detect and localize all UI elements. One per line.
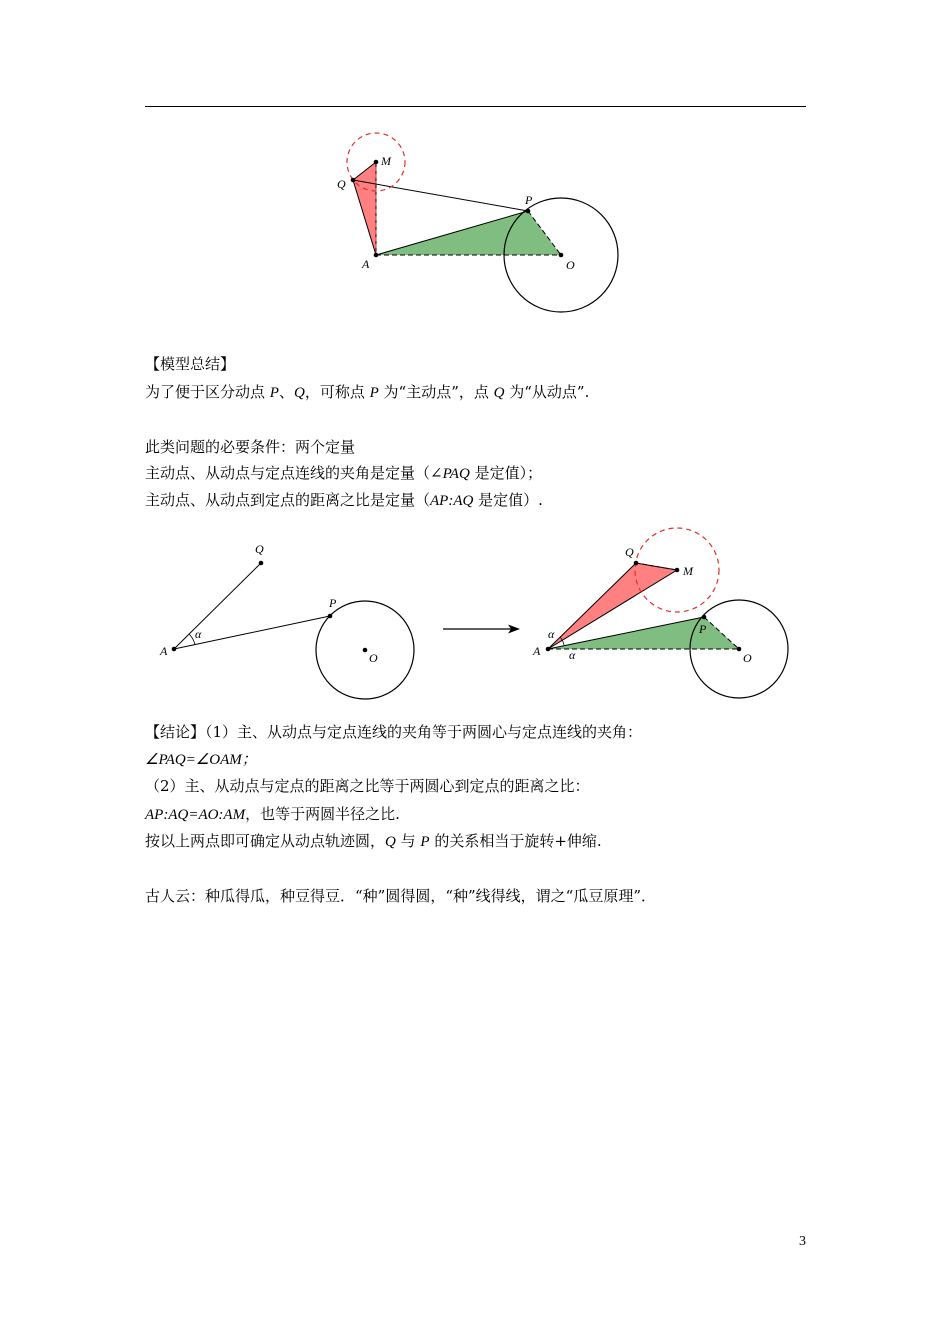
svg-text:α: α xyxy=(195,627,202,641)
conclusion-line-2: ∠PAQ=∠OAM； xyxy=(145,752,257,768)
label-Q: Q xyxy=(337,177,346,191)
red-triangle-AQM xyxy=(353,162,376,255)
label-M: M xyxy=(381,154,391,168)
arrow-right xyxy=(443,625,520,634)
svg-text:M: M xyxy=(683,564,693,578)
conclusion-line-5: 按以上两点即可确定从动点轨迹圆，Q 与 P 的关系相当于旋转+伸缩. xyxy=(145,832,602,850)
label-O: O xyxy=(566,258,575,272)
summary-line: 为了便于区分动点 P、Q，可称点 P 为“主动点”，点 Q 为“从动点”. xyxy=(145,383,590,401)
figure-2-diagram xyxy=(150,520,800,710)
svg-text:A: A xyxy=(533,644,541,658)
svg-text:α: α xyxy=(548,627,555,641)
proverb-line: 古人云：种瓜得瓜，种豆得豆．“种”圆得圆，“种”线得线，谓之“瓜豆原理”． xyxy=(145,887,657,905)
figure-2-left xyxy=(159,542,414,699)
label-P: P xyxy=(525,193,533,207)
conclusion-line-4: AP:AQ=AO:AM，也等于两圆半径之比. xyxy=(145,805,400,823)
page-number: 3 xyxy=(799,1234,806,1249)
condition-angle: 主动点、从动点与定点连线的夹角是定量（∠PAQ 是定值）； xyxy=(145,464,543,482)
figure-2-right xyxy=(532,528,788,698)
svg-text:P: P xyxy=(329,596,337,610)
svg-text:A: A xyxy=(160,644,168,658)
svg-text:O: O xyxy=(743,651,752,665)
svg-text:P: P xyxy=(699,622,707,636)
conclusion-line-3: （2）主、从动点与定点的距离之比等于两圆心到定点的距离之比： xyxy=(145,777,590,795)
conclusion-line-1: 【结论】（1）主、从动点与定点连线的夹角等于两圆心与定点连线的夹角： xyxy=(145,723,643,741)
figure-1-diagram xyxy=(330,125,630,325)
header-rule xyxy=(145,106,806,107)
condition-ratio: 主动点、从动点到定点的距离之比是定量（AP:AQ 是定值）. xyxy=(145,491,543,509)
conditions-title: 此类问题的必要条件：两个定量 xyxy=(145,438,356,456)
svg-text:Q: Q xyxy=(625,545,634,559)
svg-text:O: O xyxy=(369,651,378,665)
label-A: A xyxy=(362,257,370,271)
summary-heading: 【模型总结】 xyxy=(145,355,236,373)
svg-text:α: α xyxy=(569,648,576,662)
svg-text:Q: Q xyxy=(255,542,264,556)
